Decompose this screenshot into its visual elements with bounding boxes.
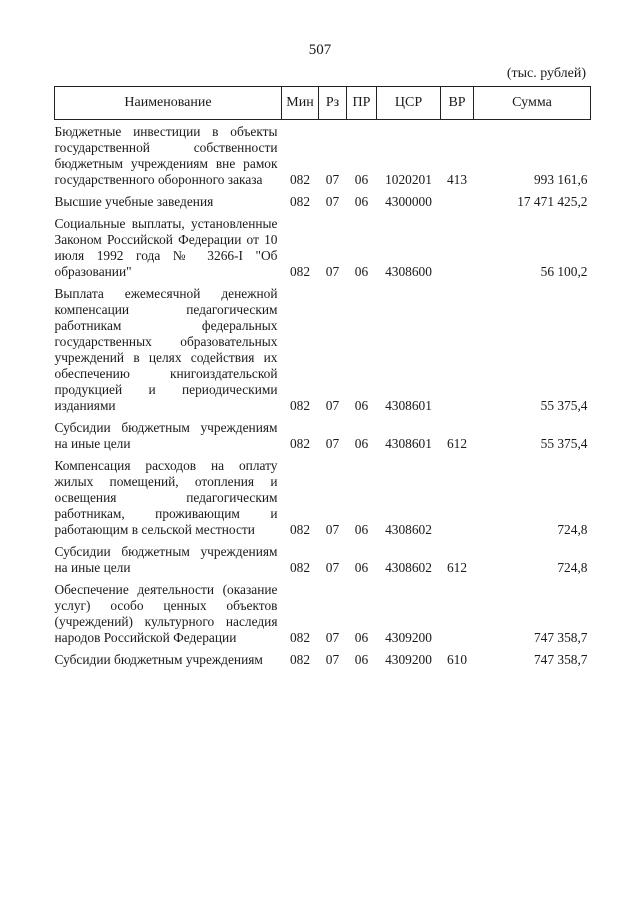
row-rz: 07 — [325, 630, 340, 645]
row-rz: 07 — [325, 264, 340, 279]
row-rz: 07 — [325, 172, 340, 187]
row-rz: 07 — [325, 560, 340, 575]
row-vr — [441, 188, 474, 210]
row-rz: 07 — [325, 436, 340, 451]
row-csr: 4308600 — [385, 264, 432, 279]
row-pr: 06 — [354, 522, 369, 537]
header-rz: Рз — [319, 87, 347, 120]
row-sum: 724,8 — [557, 560, 588, 575]
header-name: Наименование — [55, 87, 282, 120]
row-min: 082 — [289, 630, 311, 645]
row-vr: 610 — [446, 652, 468, 667]
row-vr — [441, 210, 474, 280]
row-name: Социальные выплаты, установленные Законом Российской Федерации от 10 июля 1992 года № 3266-I "Об образовании" — [54, 216, 278, 279]
row-pr: 06 — [354, 398, 369, 413]
row-sum: 747 358,7 — [533, 630, 588, 645]
row-vr: 413 — [446, 172, 468, 187]
table-row — [55, 210, 591, 280]
row-name: Компенсация расходов на оплату жилых помещений, отопления и освещения педагогическим работникам, проживающим и работающим в сельской местности — [54, 458, 278, 537]
row-sum: 56 100,2 — [540, 264, 588, 279]
row-name: Субсидии бюджетным учреждениям — [54, 652, 263, 667]
row-csr: 4309200 — [385, 652, 432, 667]
row-min: 082 — [289, 194, 311, 209]
row-min: 082 — [289, 264, 311, 279]
header-vr: ВР — [441, 87, 474, 120]
row-csr: 4308601 — [385, 398, 432, 413]
row-name: Субсидии бюджетным учреждениям на иные цели — [54, 420, 278, 451]
table-row — [55, 646, 591, 668]
row-csr: 4300000 — [385, 194, 432, 209]
row-sum: 724,8 — [557, 522, 588, 537]
row-rz: 07 — [325, 194, 340, 209]
row-sum: 55 375,4 — [540, 436, 588, 451]
row-min: 082 — [289, 436, 311, 451]
row-sum: 17 471 425,2 — [517, 194, 588, 209]
row-sum: 993 161,6 — [533, 172, 588, 187]
table-row — [55, 576, 591, 646]
row-name: Бюджетные инвестиции в объекты государственной собственности бюджетным учреждениям вне рамок государственного оборонного заказа — [54, 124, 278, 187]
row-sum: 747 358,7 — [533, 652, 588, 667]
row-vr: 612 — [446, 560, 468, 575]
row-min: 082 — [289, 560, 311, 575]
row-name: Обеспечение деятельности (оказание услуг) особо ценных объектов (учреждений) культурного наследия народов Российской Федерации — [54, 582, 278, 645]
row-csr: 4308602 — [385, 522, 432, 537]
row-vr: 612 — [446, 436, 468, 451]
row-csr: 4309200 — [385, 630, 432, 645]
table-row — [55, 452, 591, 538]
row-csr: 4308602 — [385, 560, 432, 575]
row-pr: 06 — [354, 264, 369, 279]
row-sum: 55 375,4 — [540, 398, 588, 413]
row-pr: 06 — [354, 194, 369, 209]
row-rz: 07 — [325, 652, 340, 667]
row-pr: 06 — [354, 652, 369, 667]
row-min: 082 — [289, 652, 311, 667]
table-row — [55, 280, 591, 414]
row-vr — [441, 452, 474, 538]
table-header-row — [55, 87, 591, 120]
row-vr — [441, 280, 474, 414]
header-pr: ПР — [347, 87, 377, 120]
row-csr: 1020201 — [385, 172, 432, 187]
budget-table — [54, 86, 591, 668]
row-min: 082 — [289, 522, 311, 537]
row-csr: 4308601 — [385, 436, 432, 451]
page-number: 507 — [308, 42, 332, 58]
row-name: Высшие учебные заведения — [54, 194, 214, 209]
header-min: Мин — [282, 87, 319, 120]
row-min: 082 — [289, 398, 311, 413]
header-csr: ЦСР — [377, 87, 441, 120]
units-label: (тыс. рублей) — [506, 66, 586, 81]
row-pr: 06 — [354, 172, 369, 187]
row-pr: 06 — [354, 630, 369, 645]
table-row — [55, 188, 591, 210]
header-sum: Сумма — [474, 87, 591, 120]
row-pr: 06 — [354, 436, 369, 451]
row-min: 082 — [289, 172, 311, 187]
row-rz: 07 — [325, 522, 340, 537]
row-rz: 07 — [325, 398, 340, 413]
row-vr — [441, 576, 474, 646]
table-row — [55, 538, 591, 576]
table-row — [55, 120, 591, 189]
table-row — [55, 414, 591, 452]
row-name: Выплата ежемесячной денежной компенсации педагогическим работникам федеральных государственных образовательных учреждений в целях содействия их обеспечению книгоиздательской продукцией и периодическими изданиями — [54, 286, 278, 413]
row-pr: 06 — [354, 560, 369, 575]
row-name: Субсидии бюджетным учреждениям на иные цели — [54, 544, 278, 575]
